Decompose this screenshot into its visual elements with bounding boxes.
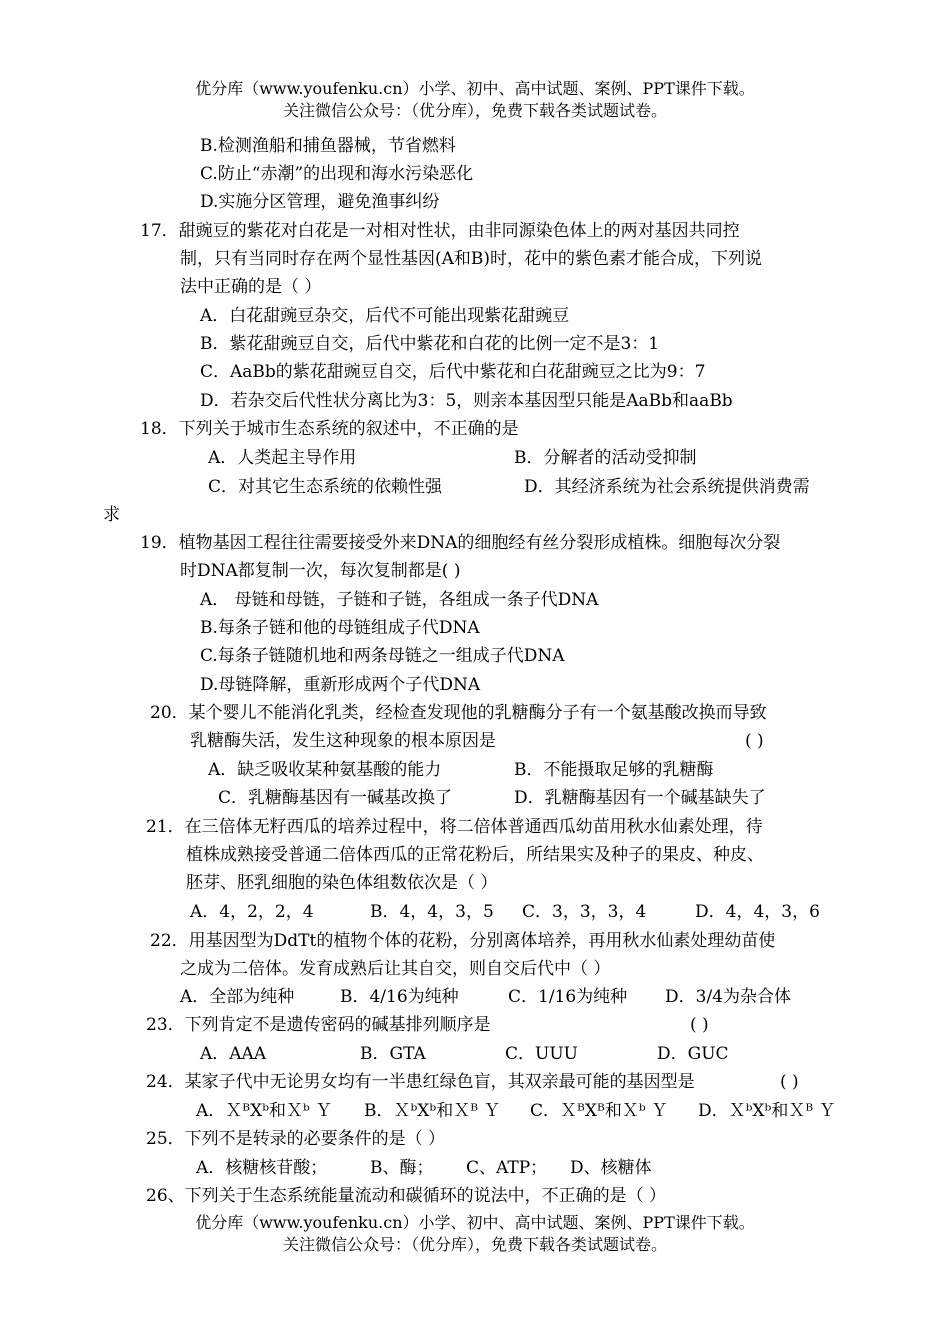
q21-stem-3: 胚芽、胚乳细胞的染色体组数依次是（ ） xyxy=(186,873,498,893)
q23-option-d: D．GUC xyxy=(657,1044,729,1064)
q18-option-d: D．其经济系统为社会系统提供消费需 xyxy=(524,477,810,497)
q25-option-d: D、核糖体 xyxy=(570,1158,652,1178)
q17-option-c: C．AaBb的紫花甜豌豆自交，后代中紫花和白花甜豌豆之比为9：7 xyxy=(200,362,706,382)
q18-option-b: B．分解者的活动受抑制 xyxy=(514,448,697,468)
q24-option-b: B．ＸᵇXᵇ和Ｘᴮ Ｙ xyxy=(364,1101,501,1121)
q24-option-c: C．ＸᴮXᴮ和Ｘᵇ Ｙ xyxy=(530,1101,669,1121)
header-line-2: 关注微信公众号：（优分库），免费下载各类试题试卷。 xyxy=(282,101,667,120)
q18-option-d-wrap: 求 xyxy=(103,505,120,525)
q19-option-d: D.母链降解，重新形成两个子代DNA xyxy=(200,675,481,695)
q21-stem-1: 21．在三倍体无籽西瓜的培养过程中，将二倍体普通西瓜幼苗用秋水仙素处理，待 xyxy=(146,817,763,837)
q25-stem: 25．下列不是转录的必要条件的是（ ） xyxy=(146,1129,446,1149)
q16-option-b: B.检测渔船和捕鱼器械，节省燃料 xyxy=(200,136,456,156)
q24-answer-paren: ( ) xyxy=(780,1072,799,1092)
q21-option-c: C．3，3，3，4 xyxy=(522,902,647,922)
q26-stem: 26、下列关于生态系统能量流动和碳循环的说法中，不正确的是（ ） xyxy=(146,1186,667,1206)
q17-option-b: B．紫花甜豌豆自交，后代中紫花和白花的比例一定不是3：1 xyxy=(200,334,660,354)
q20-option-a: A．缺乏吸收某种氨基酸的能力 xyxy=(208,760,442,780)
q23-answer-paren: ( ) xyxy=(690,1015,709,1035)
q25-option-b: B、酶； xyxy=(370,1158,434,1178)
q22-option-c: C．1/16为纯种 xyxy=(508,987,628,1007)
q25-option-c: C、ATP； xyxy=(466,1158,548,1178)
q18-option-c: C．对其它生态系统的依赖性强 xyxy=(208,477,443,497)
q21-option-a: A．4，2，2，4 xyxy=(190,902,314,922)
header-line-1: 优分库（www.youfenku.cn）小学、初中、高中试题、案例、PPT课件下载。 xyxy=(195,79,755,98)
q20-answer-paren: ( ) xyxy=(745,731,764,751)
q18-option-a: A．人类起主导作用 xyxy=(208,448,357,468)
q19-option-c: C.每条子链随机地和两条母链之一组成子代DNA xyxy=(200,646,565,666)
q23-option-b: B．GTA xyxy=(360,1044,426,1064)
q16-option-c: C.防止“赤潮”的出现和海水污染恶化 xyxy=(200,164,474,184)
q21-option-b: B．4，4，3，5 xyxy=(370,902,494,922)
q16-option-d: D.实施分区管理，避免渔事纠纷 xyxy=(200,192,440,212)
q23-option-c: C．UUU xyxy=(505,1044,578,1064)
q21-option-d: D．4，4，3，6 xyxy=(695,902,820,922)
q17-option-d: D．若杂交后代性状分离比为3：5，则亲本基因型只能是AaBb和aaBb xyxy=(200,391,733,411)
q20-stem-1: 20．某个婴儿不能消化乳类，经检查发现他的乳糖酶分子有一个氨基酸改换而导致 xyxy=(150,703,767,723)
q24-option-d: D．ＸᵇXᵇ和Ｘᴮ Ｙ xyxy=(698,1101,836,1121)
q22-option-d: D．3/4为杂合体 xyxy=(665,987,791,1007)
q19-option-b: B.每条子链和他的母链组成子代DNA xyxy=(200,618,480,638)
footer-line-1: 优分库（www.youfenku.cn）小学、初中、高中试题、案例、PPT课件下载。 xyxy=(195,1213,755,1232)
q24-stem: 24．某家子代中无论男女均有一半患红绿色盲，其双亲最可能的基因型是 xyxy=(146,1072,695,1092)
q17-stem-1: 17．甜豌豆的紫花对白花是一对相对性状，由非同源染色体上的两对基因共同控 xyxy=(140,221,740,241)
q25-option-a: A．核糖核苷酸； xyxy=(196,1158,328,1178)
q17-stem-2: 制，只有当同时存在两个显性基因(A和B)时，花中的紫色素才能合成，下列说 xyxy=(180,249,763,269)
q19-stem-1: 19．植物基因工程往往需要接受外来DNA的细胞经有丝分裂形成植株。细胞每次分裂 xyxy=(140,533,781,553)
q18-stem: 18．下列关于城市生态系统的叙述中，不正确的是 xyxy=(140,419,519,439)
q22-option-b: B．4/16为纯种 xyxy=(340,987,459,1007)
q17-option-a: A．白花甜豌豆杂交，后代不可能出现紫花甜豌豆 xyxy=(200,306,570,326)
q23-option-a: A．AAA xyxy=(200,1044,267,1064)
q22-stem-2: 之成为二倍体。发育成熟后让其自交，则自交后代中（ ） xyxy=(180,959,611,979)
q21-stem-2: 植株成熟接受普通二倍体西瓜的正常花粉后，所结果实及种子的果皮、种皮、 xyxy=(186,845,764,865)
q23-stem: 23．下列肯定不是遗传密码的碱基排列顺序是 xyxy=(146,1015,491,1035)
q22-stem-1: 22．用基因型为DdTt的植物个体的花粉，分别离体培养，再用秋水仙素处理幼苗使 xyxy=(150,931,776,951)
q19-stem-2: 时DNA都复制一次，每次复制都是( ) xyxy=(180,561,461,581)
footer-line-2: 关注微信公众号：（优分库），免费下载各类试题试卷。 xyxy=(282,1235,667,1254)
q19-option-a: A． 母链和母链，子链和子链，各组成一条子代DNA xyxy=(200,590,599,610)
q22-option-a: A．全部为纯种 xyxy=(180,987,295,1007)
q20-option-b: B．不能摄取足够的乳糖酶 xyxy=(514,760,714,780)
q24-option-a: A．ＸᴮXᵇ和Ｘᵇ Ｙ xyxy=(196,1101,333,1121)
q20-option-d: D．乳糖酶基因有一个碱基缺失了 xyxy=(514,788,766,808)
q20-option-c: C．乳糖酶基因有一碱基改换了 xyxy=(218,788,453,808)
q17-stem-3: 法中正确的是（ ） xyxy=(180,277,322,297)
q20-stem-2: 乳糖酶失活，发生这种现象的根本原因是 xyxy=(190,731,496,751)
